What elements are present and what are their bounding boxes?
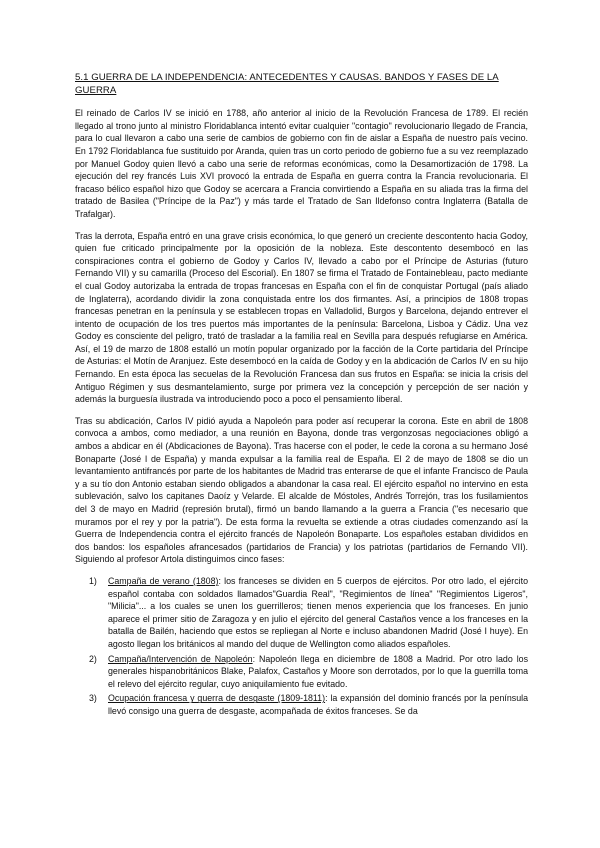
section-heading: 5.1 GUERRA DE LA INDEPENDENCIA: ANTECEDENTES Y CAUSAS. BANDOS Y FASES DE LA GUERRA [75, 72, 499, 96]
phase-number: 1) [89, 575, 97, 586]
phase-item [75, 575, 528, 651]
paragraph-reign-carlos-iv: El reinado de Carlos IV se inició en 1788, año anterior al inicio de la Revolución Francesa de 1789. El recién llegado al trono junto al ministro Floridablanca intentó evitar cualquier "contagio" revolucionario llegado de Francia, para lo cual llevaron a cabo una serie de cambios de gobierno con fin de aislar a España de nuestro país vecino. En 1792 Floridablanca fue sustituido por Aranda, quien tras un corto periodo de gobierno fue a su vez reemplazado por Manuel Godoy quien llevó a cabo una serie de reformas económicas, como la Desamortización de 1798. La ejecución del rey francés Luis XVI provocó la entrada de España en guerra contra la Francia revolucionaria. El fracaso bélico español hizo que Godoy se acercara a Francia convirtiendo a España en su aliada tras la firma del tratado de Basilea ("Príncipe de la Paz") y más tarde el Tratado de San Ildefonso contra Inglaterra (Batalla de Trafalgar). [75, 108, 528, 219]
phases-list [75, 575, 528, 718]
phase-title: Ocupación francesa y guerra de desgaste (1809-1811) [108, 693, 326, 704]
phase-text: : Napoleón llega en diciembre de 1808 a Madrid. Por otro lado los generales hispanobritánicos Blake, Palafox, Castaños y Moore son derrotados, por lo que la guerrilla toma el relevo del ejército regular, cuyo aniquilamiento fue evitado. [108, 653, 528, 689]
phase-number: 3) [89, 693, 97, 704]
paragraph-crisis-godoy: Tras la derrota, España entró en una grave crisis económica, lo que generó un creciente descontento hacia Godoy, quien fue criticado principalmente por la oposición de la nobleza. Este descontento desembocó en las conspiraciones contra el gobierno de Godoy y Carlos IV, llevado a cabo por el Príncipe de Asturias (futuro Fernando VII) y su camarilla (Proceso del Escorial). En 1807 se firma el Tratado de Fontainebleau, pacto mediante el cual Godoy autorizaba la entrada de tropas francesas en España con el fin de conquistar Portugal (país aliado de Inglaterra), acordando dividir la zona conquistada entre los dos firmantes. Así, a principios de 1808 tropas francesas penetran en la península y se establecen tropas en Valladolid, Burgos y Barcelona, dejando entrever el intento de ocupación de los tres puertos más importantes de la península: Barcelona, Lisboa y Cádiz. Una vez Godoy es consciente del peligro, trató de trasladar a la familia real en Sevilla para después refugiarse en América. Así, el 19 de marzo de 1808 estalló un motín popular organizado por la facción de la Corte partidaria del Príncipe de Asturias: el Motín de Aranjuez. Este desembocó en la caída de Godoy y en la abdicación de Carlos IV en su hijo Fernando. En esta época las secuelas de la Revolución Francesa dan sus frutos en España: se inicia la crisis del Antiguo Régimen y sus desmantelamiento, surge por primera vez la concepción y percepción de ser nación y además la burguesía ilustrada va introduciendo poco a poco el pensamiento liberal. [75, 230, 528, 405]
phase-text: : los franceses se dividen en 5 cuerpos de ejércitos. Por otro lado, el ejército español contaba con soldados llamados"Guardia Real", "Regimientos de línea" "Regimientos Ligeros", "Milicia"... a los cuales se unen los guerrilleros; tienen menos experiencia que los franceses. En junio aparece el primer sitio de Zaragoza y en julio el ejército del general Castaños vence a los franceses en la batalla de Bailén, haciendo que estos se repliegan al Norte e incluso abandonen Madrid (José I huye). En agosto llegan los británicos al mando del duque de Wellington como aliados españoles. [108, 575, 528, 649]
phase-title: Campaña/Intervención de Napoleón [108, 653, 253, 664]
document-body [75, 72, 528, 720]
phase-item [75, 653, 528, 691]
phase-title: Campaña de verano (1808) [108, 575, 219, 586]
paragraph-bayona-abdication: Tras su abdicación, Carlos IV pidió ayuda a Napoleón para poder así recuperar la corona. Este en abril de 1808 convoca a ambos, como mediador, a una reunión en Bayona, donde tras vergonzosas negociaciones obligó a ambos a abdicar en él (Abdicaciones de Bayona). Tras hacerse con el poder, le cede la corona a su hermano José Bonaparte (José I de España) y manda expulsar a la familia real de España. El 2 de mayo de 1808 se dio un levantamiento antifrancés por parte de los habitantes de Madrid tras enterarse de que el infante Francisco de Paula y a su tío don Antonio estaban siendo obligados a abandonar la casa real. El ejército español no intervino en esta sublevación, salvo los capitanes Daoíz y Velarde. El alcalde de Móstoles, Andrés Torrejón, tras los fusilamientos del 3 de mayo en Madrid (represión brutal), firmó un bando llamando a la guerra a Francia ("es necesario que muramos por el rey y por la patria"). De esta forma la revuelta se extiende a otras ciudades comenzando así la Guerra de Independencia contra el ejército francés de Napoleón Bonaparte. Los españoles estaban divididos en dos bandos: los españoles afrancesados (partidarios de Francia) y los patriotas (partidarios de Fernando VII). Siguiendo al profesor Artola distinguimos cinco fases: [75, 415, 528, 565]
phase-text: : la expansión del dominio francés por la península llevó consigo una guerra de desgaste, acompañada de éxitos franceses. Se da [108, 693, 528, 716]
phase-item [75, 692, 528, 717]
phase-number: 2) [89, 653, 97, 664]
